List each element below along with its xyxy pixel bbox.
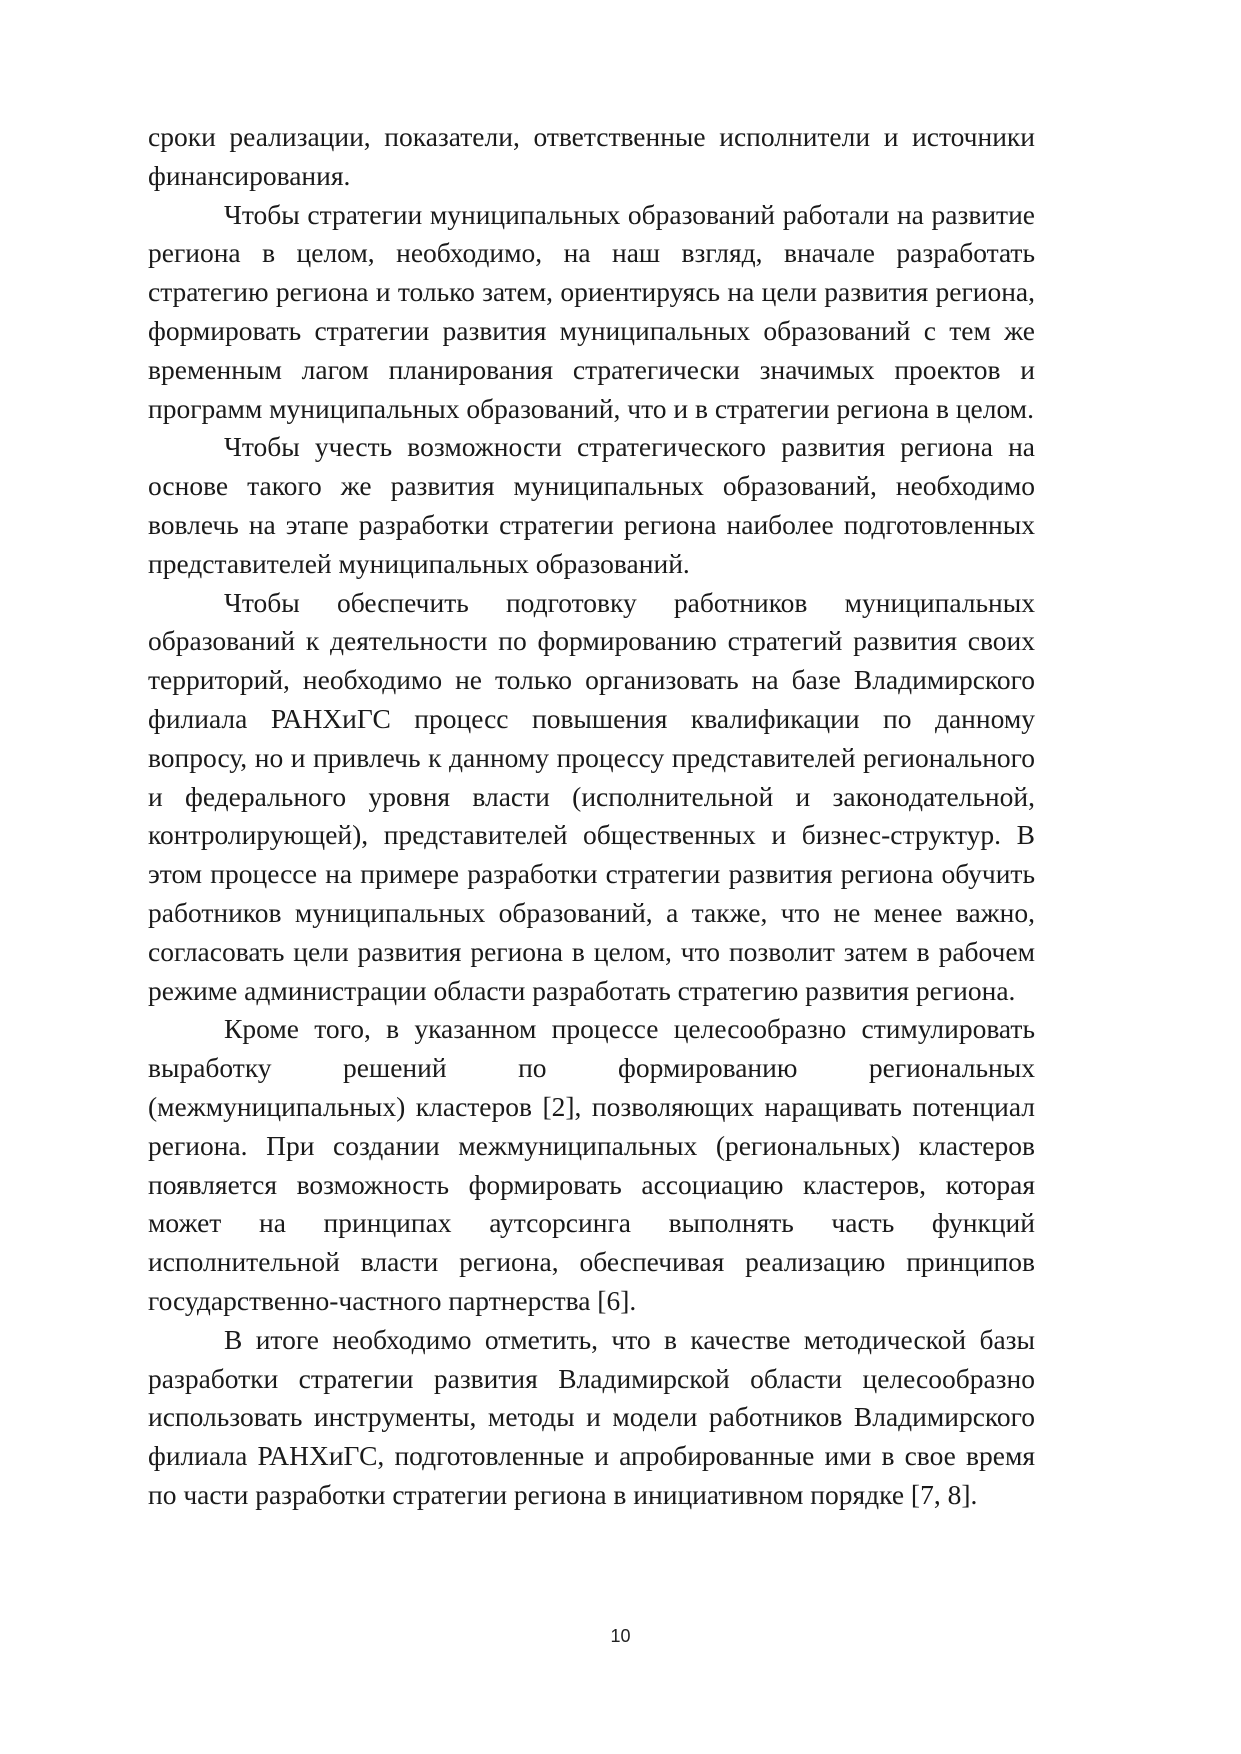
document-page xyxy=(148,118,1035,1515)
paragraph-continuation: сроки реализации, показатели, ответственные исполнители и источники финансирования. xyxy=(148,121,1035,191)
paragraph-conclusion: В итоге необходимо отметить, что в качестве методической базы разработки стратегии развития Владимирской области целесообразно использовать инструменты, методы и модели работников Владимирского филиала РАНХиГС, подготовленные и апробированные ими в свое время по части разработки стратегии региона в инициативном порядке [7, 8]. xyxy=(148,1323,1035,1510)
paragraph-clusters: Кроме того, в указанном процессе целесообразно стимулировать выработку решений по формированию региональных (межмуниципальных) кластеров [2], позволяющих наращивать потенциал региона. При создании межмуниципальных (региональных) кластеров появляется возможность формировать ассоциацию кластеров, которая может на принципах аутсорсинга выполнять часть функций исполнительной власти региона, обеспечивая реализацию принципов государственно-частного партнерства [6]. xyxy=(148,1013,1035,1316)
paragraph-municipal-strategies: Чтобы стратегии муниципальных образований работали на развитие региона в целом, необходимо, на наш взгляд, вначале разработать стратегию региона и только затем, ориентируясь на цели развития региона, формировать стратегии развития муниципальных образований с тем же временным лагом планирования стратегически значимых проектов и программ муниципальных образований, что и в стратегии региона в целом. xyxy=(148,198,1035,424)
paragraph-strategic-opportunities: Чтобы учесть возможности стратегического развития региона на основе такого же развития муниципальных образований, необходимо вовлечь на этапе разработки стратегии региона наиболее подготовленных представителей муниципальных образований. xyxy=(148,431,1035,579)
page-number: 10 xyxy=(610,1626,631,1646)
paragraph-staff-training: Чтобы обеспечить подготовку работников муниципальных образований к деятельности по формированию стратегий развития своих территорий, необходимо не только организовать на базе Владимирского филиала РАНХиГС процесс повышения квалификации по данному вопросу, но и привлечь к данному процессу представителей регионального и федерального уровня власти (исполнительной и законодательной, контролирующей), представителей общественных и бизнес-структур. В этом процессе на примере разработки стратегии развития региона обучить работников муниципальных образований, а также, что не менее важно, согласовать цели развития региона в целом, что позволит затем в рабочем режиме администрации области разработать стратегию развития региона. xyxy=(148,586,1035,1006)
